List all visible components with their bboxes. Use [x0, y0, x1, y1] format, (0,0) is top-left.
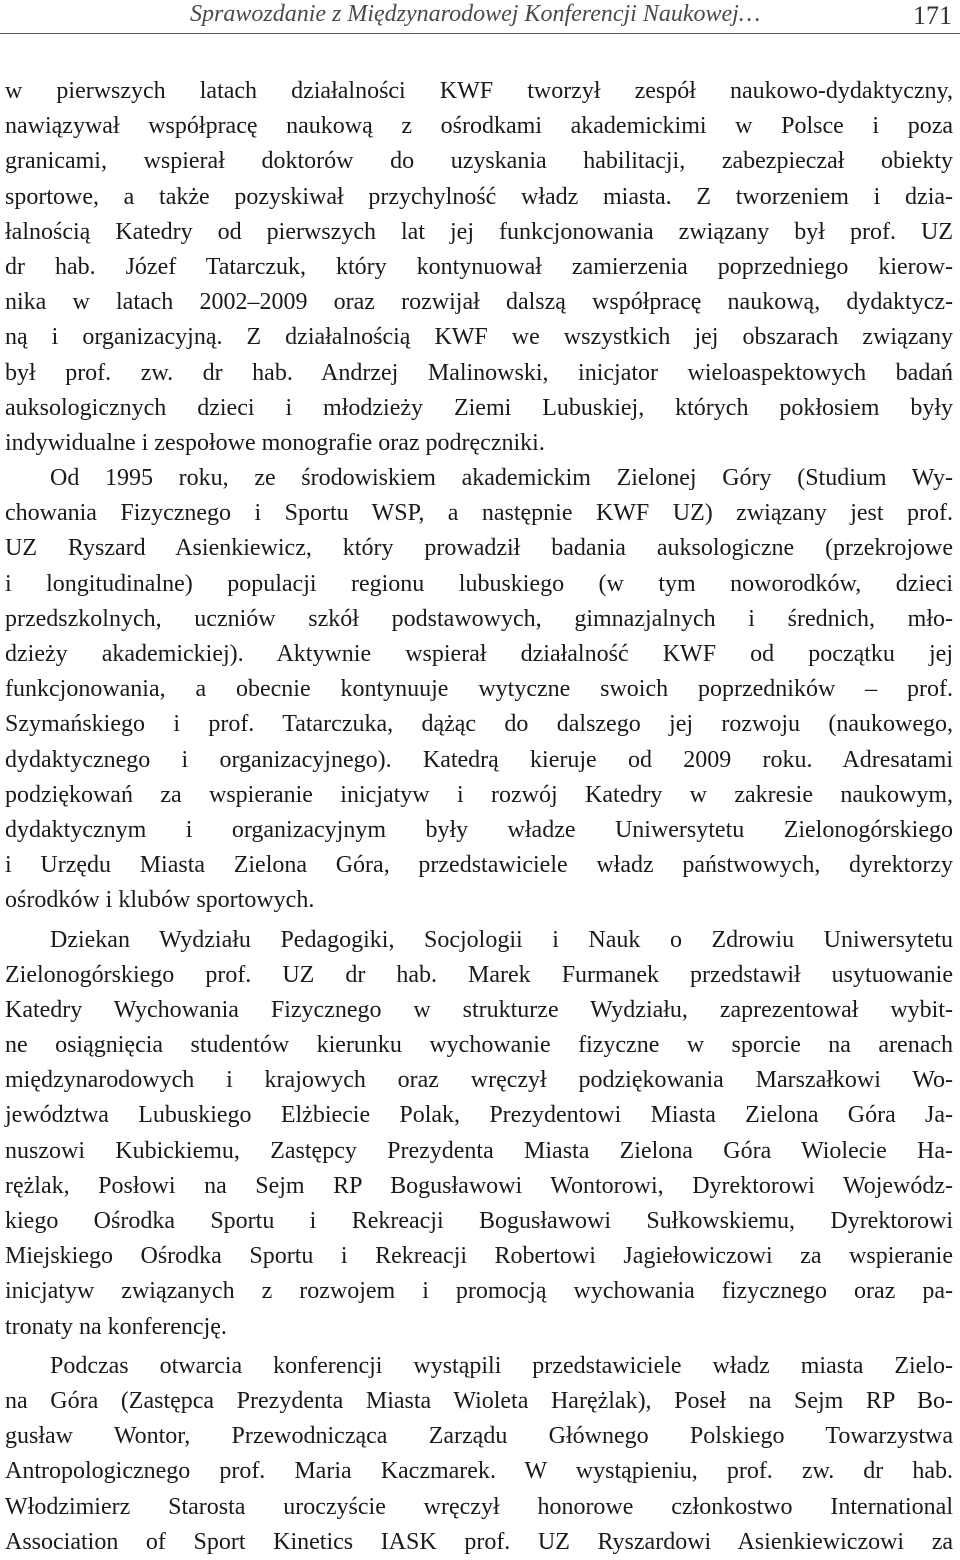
text-line: chowania Fizycznego i Sportu WSP, a następnie KWF UZ) związany jest prof. — [5, 500, 953, 527]
running-head — [0, 0, 960, 30]
text-line: auksologicznych dzieci i młodzieży Ziemi Lubuskiej, których pokłosiem były — [5, 394, 953, 421]
text-line: nuszowi Kubickiemu, Zastępcy Prezydenta Miasta Zielona Góra Wiolecie Ha- — [5, 1137, 953, 1164]
text-line: Podczas otwarcia konferencji wystąpili przedstawiciele władz miasta Zielo- — [50, 1352, 953, 1379]
text-line: podziękowań za wspieranie inicjatyw i rozwój Katedry w zakresie naukowym, — [5, 781, 953, 808]
text-line: granicami, wspierał doktorów do uzyskania habilitacji, zabezpieczał obiekty — [5, 148, 953, 175]
text-line: jewództwa Lubuskiego Elżbiecie Polak, Prezydentowi Miasta Zielona Góra Ja- — [5, 1102, 953, 1129]
header-rule — [0, 33, 960, 34]
text-line: w pierwszych latach działalności KWF tworzył zespół naukowo-dydaktyczny, — [5, 78, 953, 104]
text-line: indywidualne i zespołowe monografie oraz podręczniki. — [5, 429, 545, 456]
text-line: na Góra (Zastępca Prezydenta Miasta Wioleta Harężlak), Poseł na Sejm RP Bo- — [5, 1387, 953, 1414]
page-number: 171 — [913, 1, 952, 30]
text-line: i longitudinalne) populacji regionu lubuskiego (w tym noworodków, dzieci — [5, 570, 953, 597]
text-line: był prof. zw. dr hab. Andrzej Malinowski, inicjator wieloaspektowych badań — [5, 359, 953, 386]
text-line: ośrodków i klubów sportowych. — [5, 887, 315, 914]
text-line: kiego Ośrodka Sportu i Rekreacji Bogusławowi Sułkowskiemu, Dyrektorowi — [5, 1208, 953, 1234]
text-line: nawiązywał współpracę naukową z ośrodkami akademickimi w Polsce i poza — [5, 113, 953, 140]
text-line: i Urzędu Miasta Zielona Góra, przedstawiciele władz państwowych, dyrektorzy — [5, 852, 953, 879]
text-line: Association of Sport Kinetics IASK prof. UZ Ryszardowi Asienkiewiczowi za — [5, 1528, 953, 1555]
text-line: Miejskiego Ośrodka Sportu i Rekreacji Robertowi Jagiełowiczowi za wspieranie — [5, 1243, 953, 1270]
running-head-title: Sprawozdanie z Międzynarodowej Konferencji Naukowej… — [190, 1, 761, 27]
text-line: inicjatyw związanych z rozwojem i promocją wychowania fizycznego oraz pa- — [5, 1278, 953, 1305]
text-line: Szymańskiego i prof. Tatarczuka, dążąc do dalszego jej rozwoju (naukowego, — [5, 711, 953, 738]
text-line: Od 1995 roku, ze środowiskiem akademickim Zielonej Góry (Studium Wy- — [50, 465, 953, 492]
text-line: Katedry Wychowania Fizycznego w strukturze Wydziału, zaprezentował wybit- — [5, 996, 953, 1023]
text-line: dydaktycznym i organizacyjnym były władze Uniwersytetu Zielonogórskiego — [5, 816, 953, 843]
text-line: ną i organizacyjną. Z działalnością KWF we wszystkich jej obszarach związany — [5, 324, 953, 351]
paragraph-2 — [5, 461, 953, 918]
text-line: Antropologicznego prof. Maria Kaczmarek. W wystąpieniu, prof. zw. dr hab. — [5, 1458, 953, 1485]
text-line: tronaty na konferencję. — [5, 1313, 227, 1340]
text-line: nika w latach 2002–2009 oraz rozwijał dalszą współpracę naukową, dydaktycz- — [5, 289, 953, 316]
text-line: Zielonogórskiego prof. UZ dr hab. Marek Furmanek przedstawił usytuowanie — [5, 961, 953, 988]
text-line: dr hab. Józef Tatarczuk, który kontynuował zamierzenia poprzedniego kierow- — [5, 253, 953, 280]
text-line: przedszkolnych, uczniów szkół podstawowych, gimnazjalnych i średnich, mło- — [5, 605, 953, 632]
text-line: Dziekan Wydziału Pedagogiki, Socjologii i Nauk o Zdrowiu Uniwersytetu — [50, 926, 953, 953]
text-line: ne osiągnięcia studentów kierunku wychowanie fizyczne w sporcie na arenach — [5, 1032, 953, 1059]
text-line: łalnością Katedry od pierwszych lat jej funkcjonowania związany był prof. UZ — [5, 218, 953, 245]
text-line: UZ Ryszard Asienkiewicz, który prowadził badania auksologiczne (przekrojowe — [5, 535, 953, 562]
paragraph-1 — [5, 74, 953, 461]
text-line: dydaktycznego i organizacyjnego). Katedrą kieruje od 2009 roku. Adresatami — [5, 746, 953, 773]
text-line: funkcjonowania, a obecnie kontynuuje wytyczne swoich poprzedników – prof. — [5, 676, 953, 703]
text-line: dzieży akademickiej). Aktywnie wspierał działalność KWF od początku jej — [5, 641, 953, 667]
paragraph-4 — [5, 1349, 953, 1560]
text-line: rężlak, Posłowi na Sejm RP Bogusławowi Wontorowi, Dyrektorowi Wojewódz- — [5, 1172, 953, 1199]
body-text — [5, 74, 953, 1560]
text-line: gusław Wontor, Przewodnicząca Zarządu Głównego Polskiego Towarzystwa — [5, 1423, 953, 1450]
text-line: Włodzimierz Starosta uroczyście wręczył honorowe członkostwo International — [5, 1493, 953, 1520]
paragraph-3 — [5, 923, 953, 1345]
text-line: międzynarodowych i krajowych oraz wręczył podziękowania Marszałkowi Wo- — [5, 1067, 953, 1094]
text-line: sportowe, a także pozyskiwał przychylność władz miasta. Z tworzeniem i dzia- — [5, 183, 953, 210]
